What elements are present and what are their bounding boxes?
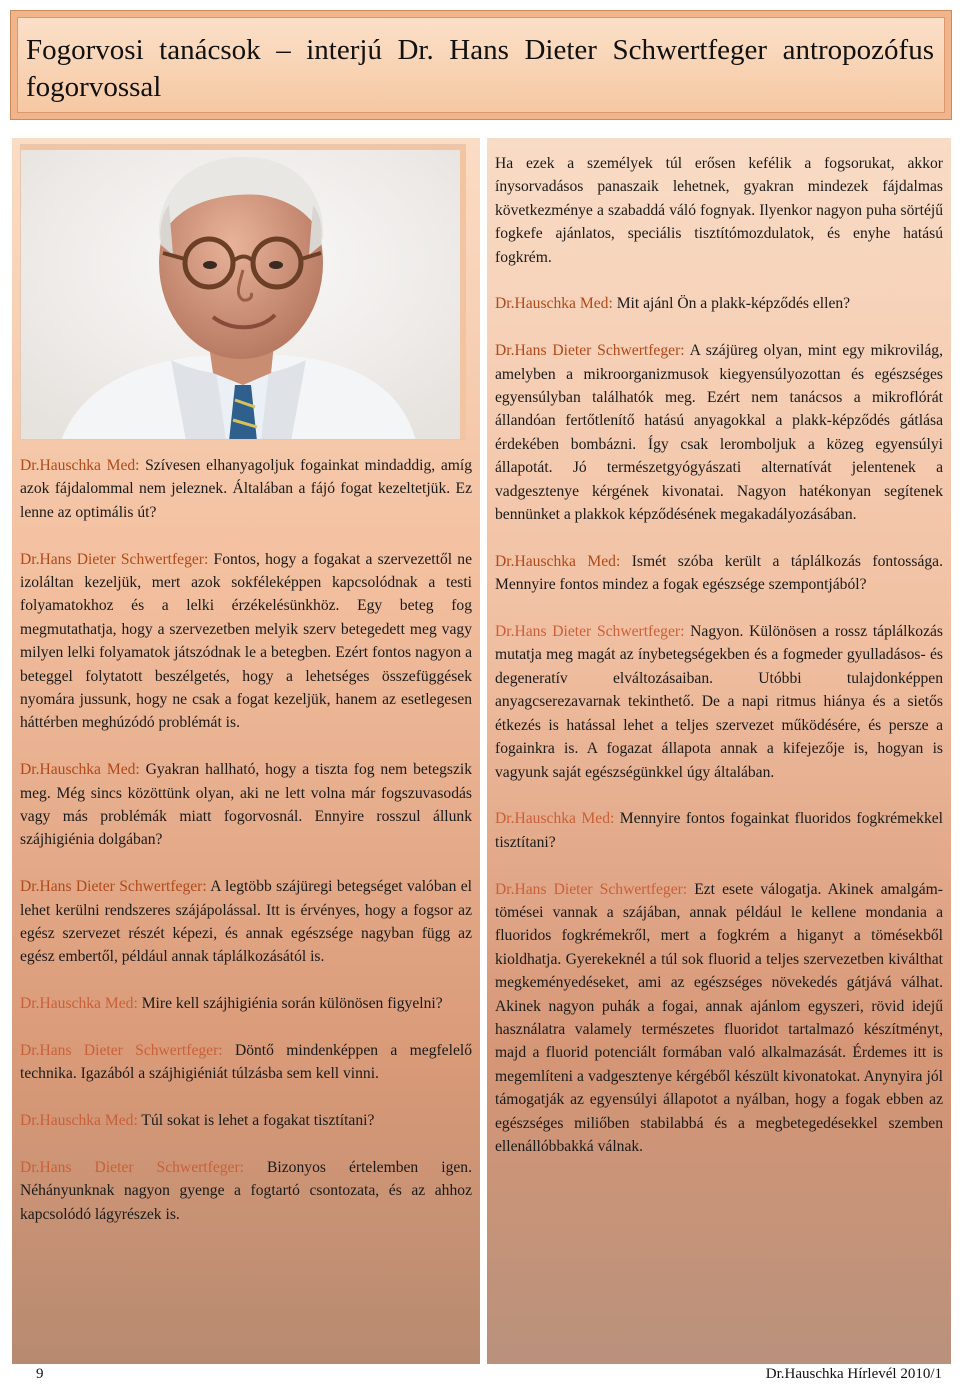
paragraph-text: A legtöbb szájüregi betegséget valóban el lehet kerülni rendszeres szájápolással. Itt is érvényes, hogy a fogsor az egész szervezet részét képezi, és annak egészsége nagyban függ az egész embertől, például annak táplálkozásától is. — [20, 878, 472, 966]
page-footer — [0, 1364, 960, 1384]
paragraph — [20, 758, 472, 852]
speaker-label: Dr.Hauschka Med: — [495, 552, 621, 570]
speaker-label: Dr.Hauschka Med: — [20, 1112, 138, 1130]
speaker-label: Dr.Hans Dieter Schwertfeger: — [495, 623, 685, 641]
right-column — [487, 138, 951, 1364]
paragraph-text: Ha ezek a személyek túl erősen kefélik a fogsorukat, akkor ínysorvadásos panaszaik lehetnek, gyakran mindezek fájdalmas következménye a szabaddá váló fognyak. Ilyenkor nagyon puha sörtéjű fogkefe ajánlatos, speciális tisztítómozdulatok, és enyhe hatású fogkrém. — [495, 155, 943, 266]
paragraph — [20, 1156, 472, 1226]
left-column — [12, 138, 480, 1364]
page-number: 9 — [36, 1366, 44, 1382]
speaker-label: Dr.Hauschka Med: — [20, 995, 138, 1013]
speaker-label: Dr.Hans Dieter Schwertfeger: — [20, 550, 209, 568]
paragraph — [495, 152, 943, 269]
paragraph-text: Mit ajánl Ön a plakk-képződés ellen? — [612, 295, 851, 313]
paragraph — [495, 807, 943, 854]
paragraph-text: Túl sokat is lehet a fogakat tisztítani? — [137, 1112, 375, 1130]
paragraph — [495, 550, 943, 597]
speaker-label: Dr.Hauschka Med: — [495, 295, 613, 313]
page-title: Fogorvosi tanácsok – interjú Dr. Hans Dieter Schwertfeger antropozófus fogorvossal — [26, 34, 934, 103]
speaker-label: Dr.Hans Dieter Schwertfeger: — [20, 1159, 244, 1177]
speaker-label: Dr.Hans Dieter Schwertfeger: — [20, 878, 207, 896]
speaker-label: Dr.Hans Dieter Schwertfeger: — [495, 342, 685, 360]
paragraph-text: Mennyire fontos fogainkat fluoridos fogkrémekkel tisztítani? — [495, 810, 943, 851]
paragraph-text: Szívesen elhanyagoljuk fogainkat mindaddig, amíg azok fájdalommal nem jeleznek. Általában a fájó fogat kezeltetjük. Ez lenne az optimális út? — [20, 457, 472, 521]
paragraph — [20, 454, 472, 524]
paragraph-text: Ezt esete válogatja. Akinek amalgám-tömései vannak a szájában, annak például le kellene mondania a fluoridos fogkrémekről, mert a fogkrém a higanyt a tömésekből kioldhatja. Gyerekeknél a túl sok fluorid a teljes szervezetben kiválthat megkeményedéseket, ami az egészséges növekedés gátjává válhat. Akinek nagyon puhák a fogai, annak ajánlom egyszeri, rövid idejű használatra valamely természetes fluoridot tartalmazó készítményt, majd a fluorid potenciált formában való alkalmazását. Érdemes itt is megemlíteni a vadgesztenye kérgéből készült kivonatokat. Anynyira jól támogatják az egyensúlyi állapotot a nyálban, hogy a fogak ebben az egészséges miliőben stabilabbá és a megbetegedésekkel szemben ellenállóbbakká válnak. — [495, 880, 943, 1155]
speaker-label: Dr.Hans Dieter Schwertfeger: — [20, 1042, 223, 1060]
paragraph — [495, 339, 943, 526]
paragraph — [495, 292, 943, 315]
paragraph — [495, 620, 943, 784]
speaker-label: Dr.Hauschka Med: — [495, 810, 615, 828]
portrait-photo — [20, 144, 466, 440]
portrait-icon — [21, 145, 466, 440]
speaker-label: Dr.Hauschka Med: — [20, 457, 140, 474]
paragraph-text: Gyakran hallható, hogy a tiszta fog nem betegszik meg. Még sincs közöttünk olyan, aki ne lett volna már fogszuvasodás vagy más problémák miatt fogorvosnál. Ennyire rosszul állunk szájhigiénia dolgában? — [20, 761, 473, 849]
paragraph-text: Mire kell szájhigiénia során különösen figyelni? — [137, 995, 443, 1013]
paragraph-text: Ismét szóba került a táplálkozás fontossága. Mennyire fontos mindez a fogak egészsége szempontjából? — [495, 552, 943, 594]
speaker-label: Dr.Hans Dieter Schwertfeger: — [495, 880, 688, 898]
paragraph — [20, 548, 472, 735]
title-box — [10, 10, 952, 120]
paragraph — [20, 992, 472, 1015]
photo-right-stripe — [460, 145, 465, 439]
paragraph-text: Bizonyos értelemben igen. Néhányunknak nagyon gyenge a fogtartó csontozata, és az ahhoz kapcsolódó lágyrészek is. — [20, 1159, 472, 1223]
title-inner — [17, 17, 945, 113]
paragraph-text: Fontos, hogy a fogakat a szervezettől ne izoláltan kezeljük, mert azok sokféleképpen kapcsolódnak a testi folyamatokhoz és a lelki érzékelésünkhöz. Egy beteg fog megmutathatja, hogy a szervezetben melyik szerv betegedett meg vagy milyen lelki folyamatok játszódnak le a betegben. Ezért fontos nagyon a beteggel folytatott beszélgetés, hogy a lehetséges összefüggések nyomára jussunk, hogy ne csak a fogat kezeljük, hanem az esetlegesen háttérben meghúzódó problémát is. — [20, 550, 472, 732]
paragraph-text: Döntő mindenképpen a megfelelő technika. Igazából a szájhigiéniát túlzásba sem kell vinni. — [20, 1042, 472, 1083]
paragraph-text: A szájüreg olyan, mint egy mikrovilág, amelyben a mikroorganizmusok kiegyensúlyozottan és egészséges egyensúlyban találhatók meg. Ezért nem tanácsos a mikroflórát állandóan fertőtlenítő hatású anyagokkal a plakk-képződés gátlása érdekében bombázni. Így csak leromboljuk a közeg egyensúlyi állapotát. Jó természetgyógyászati alternatívát jelentenek a vadgesztenye kérgének kivonatai. Nagyon hatékonyan segítenek bennünket a plakkok képződésének megakadályozásában. — [495, 342, 943, 524]
speaker-label: Dr.Hauschka Med: — [20, 761, 140, 779]
paragraph — [20, 1109, 472, 1132]
paragraph — [495, 878, 943, 1159]
newsletter-name: Dr.Hauschka Hírlevél 2010/1 — [765, 1366, 942, 1382]
paragraph — [20, 1039, 472, 1086]
photo-top-stripe — [21, 145, 465, 150]
paragraph — [20, 875, 472, 969]
paragraph-text: Nagyon. Különösen a rossz táplálkozás mutatja meg magát az ínybetegségekben és a fogmeder gyulladásos- és degeneratív elváltozásaiban. Utóbbi tulajdonképpen anyagcserezavarnak tekinthető. De a napi ritmus hiánya és a sietős étkezés is hatással lehet a teljes szervezet működésére, és persze a fogainkra is. A fogazat állapota annak a kifejezője is, hogyan is vagyunk saját egészségünkkel úgy általában. — [495, 623, 943, 781]
